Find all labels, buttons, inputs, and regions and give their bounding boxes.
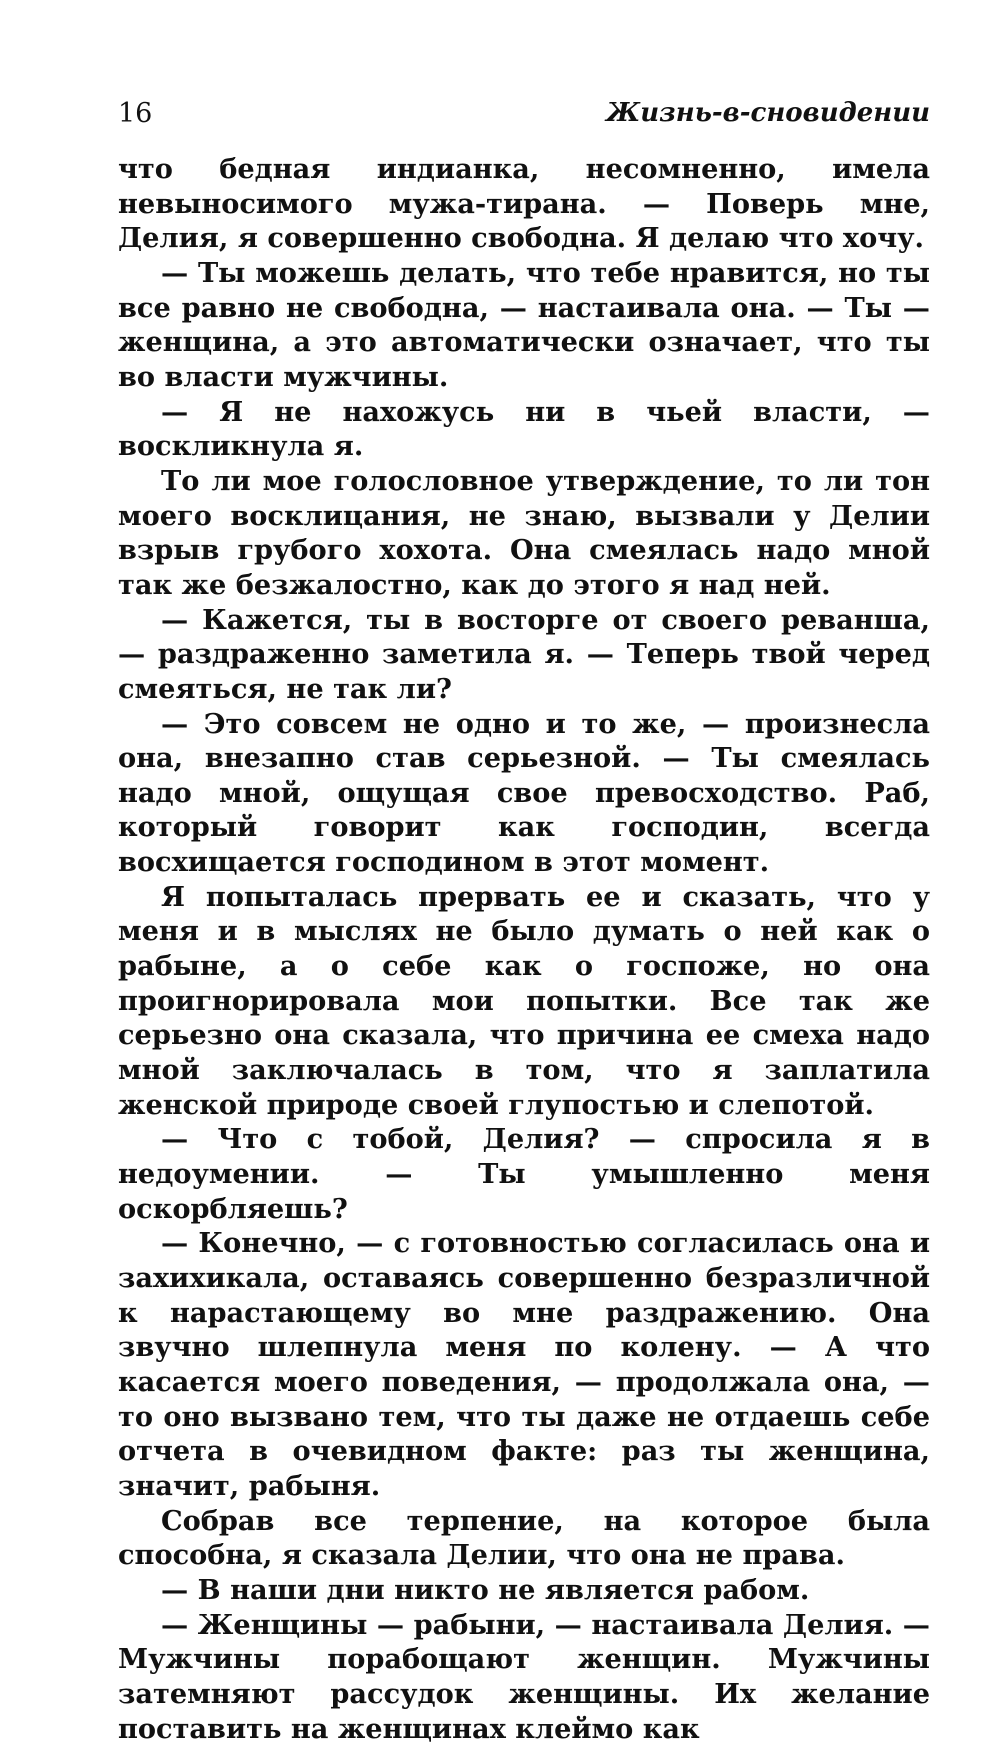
paragraph: Собрав все терпение, на которое была способна, я сказала Делии, что она не права.: [118, 1504, 930, 1572]
page-header: [118, 98, 930, 138]
body-text: [118, 152, 930, 1746]
paragraph: То ли мое голословное утверждение, то ли тон моего восклицания, не знаю, вызвали у Делии взрыв грубого хохота. Она смеялась надо мной так же безжалостно, как до этого я над ней.: [118, 464, 930, 601]
paragraph: — В наши дни никто не является рабом.: [161, 1573, 810, 1606]
paragraph: — Это совсем не одно и то же, — произнесла она, внезапно став серьезной. — Ты смеялась надо мной, ощущая свое превосходство. Раб, который говорит как господин, всегда восхищается господином в этот момент.: [118, 707, 930, 879]
paragraph: что бедная индианка, несомненно, имела невыносимого мужа-тирана. — Поверь мне, Делия, я совершенно свободна. Я делаю что хочу.: [118, 153, 930, 255]
paragraph: — Ты можешь делать, что тебе нравится, но ты все равно не свободна, — настаивала она. — Ты — женщина, а это автоматически означает, что ты во власти мужчины.: [118, 256, 930, 393]
page-number: 16: [118, 98, 153, 129]
paragraph: — Кажется, ты в восторге от своего реванша, — раздраженно заметила я. — Теперь твой черед смеяться, не так ли?: [118, 603, 930, 705]
paragraph: — Конечно, — с готовностью согласилась она и захихикала, оставаясь совершенно безразличной к нарастающему во мне раздражению. Она звучно шлепнула меня по колену. — А что касается моего поведения, — продолжала она, — то оно вызвано тем, что ты даже не отдаешь себе отчета в очевидном факте: раз ты женщина, значит, рабыня.: [118, 1227, 930, 1502]
paragraph: — Что с тобой, Делия? — спросила я в недоумении. — Ты умышленно меня оскорбляешь?: [118, 1123, 930, 1225]
paragraph: — Я не нахожусь ни в чьей власти, — воскликнула я.: [118, 395, 930, 463]
paragraph: — Женщины — рабыни, — настаивала Делия. — Мужчины порабощают женщин. Мужчины затемняют рассудок женщины. Их желание поставить на женщинах клеймо как: [118, 1608, 930, 1745]
paragraph: Я попыталась прервать ее и сказать, что у меня и в мыслях не было думать о ней как о рабыне, а о себе как о госпоже, но она проигнорировала мои попытки. Все так же серьезно она сказала, что причина ее смеха надо мной заключалась в том, что я заплатила женской природе своей глупостью и слепотой.: [118, 880, 930, 1121]
running-title: Жизнь-в-сновидении: [606, 98, 930, 128]
